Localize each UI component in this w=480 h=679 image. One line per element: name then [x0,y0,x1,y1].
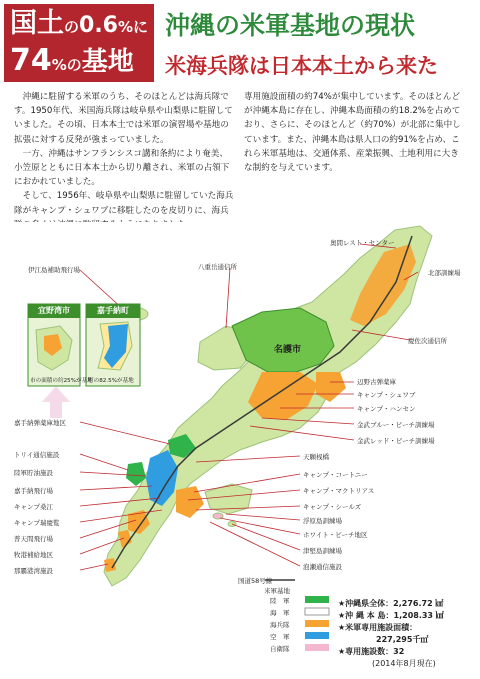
label-torii-station: トリイ通信施設 [14,451,60,459]
label-ukibaru-island: 浮原島訓練場 [303,517,342,525]
label-awase-comm: 泡瀬通信施設 [303,563,342,571]
legend-airforce-swatch [305,632,329,639]
label-camp-shields: キャンプ・シールズ [303,503,362,511]
legend-sdf-swatch [305,644,329,651]
intro-paragraph: そして、1956年、岐阜県や山梨県に駐留していた海兵隊がキャンプ・シュワブに移駐したのを皮切りに、海兵 [14,191,234,216]
label-kin-blue-beach: 金武ブルー・ビーチ訓練場 [357,421,435,429]
badge-text-kokudo: 国土 [10,8,64,39]
inset-kadena-caption: 町の82.5%が基地 [88,378,134,384]
label-kadena-airbase: 嘉手納飛行場 [14,487,53,495]
label-camp-hansen: キャンプ・ハンセン [357,405,416,413]
label-northern-training-area: 北部訓練場 [428,269,461,277]
stat-okinawa-total: ★沖縄県全体：2,276.72 ㎢ [338,599,444,608]
inset-ginowan-title: 宜野湾市 [38,306,70,315]
label-camp-courtney: キャンプ・コートニー [303,471,368,479]
label-white-beach: ホワイト・ビーチ地区 [303,531,368,539]
legend-army-label: 陸 軍 [270,597,290,605]
legend-marines-swatch [305,620,329,627]
inset-ginowan-caption: 市の面積の約25%が基地 [30,378,93,384]
label-tsuken-island: 津堅島訓練場 [303,547,342,555]
stat-facility-area-label: ★米軍専用施設面積： [338,623,418,632]
legend-navy-label: 海 軍 [270,609,290,617]
stat-facility-count: ★専用施設数：32 [338,647,405,656]
legend-sdf-label: 自衛隊 [270,645,290,653]
inset-kadena-title: 嘉手納町 [97,306,129,315]
badge-text-percent-value: 0.6 [79,13,118,38]
badge-text-no: の [64,18,80,36]
label-naha-port: 那覇港湾施設 [14,567,53,575]
legend-marines-label: 海兵隊 [270,621,290,629]
label-gesashi-comm: 慶佐次通信所 [408,337,447,345]
intro-paragraph: 専用施設面積の約74%が集中しています。そのほとんどが沖縄本島に存在し、沖縄本島面積の約18.2%を占めており、さらに、そのほとんど（約70%）が北部に集中しています。また、沖縄本島は県人口の約91%を占め、これら米軍基地は、交通体系、産業振興、土地利用に大きな制約を与えています。 [244,92,461,174]
stat-facility-area-value: 227,295千㎡ [376,635,429,644]
stat-main-island: ★沖 縄 本 島：1,208.33 ㎢ [338,611,444,620]
page-subtitle: 米海兵隊は日本本土から来た [165,54,438,78]
label-tengan-pier: 天願桟橋 [303,453,329,461]
label-kin-red-beach: 金武レッド・ビーチ訓練場 [357,437,435,445]
badge-text-percent-no: %の [51,56,82,74]
label-kadena-ammo: 嘉手納弾薬庫地区 [14,419,66,427]
label-okuma-rest-center: 奥間レスト・センター [330,239,395,247]
label-camp-mctureous: キャンプ・マクトリアス [303,487,375,495]
badge-line-1 [10,10,148,37]
badge-text-kichi: 基地 [81,47,134,77]
badge-line-2 [10,43,134,78]
label-route-58: 国道58号線 [238,577,273,585]
label-army-pol-depot: 陸軍貯油施設 [14,469,53,477]
label-yaedake-comm: 八重岳通信所 [198,263,237,271]
label-makiminato: 牧港補給地区 [14,551,53,559]
badge-text-74: 74 [10,43,52,78]
stat-date: (2014年8月現在) [372,659,436,668]
badge-text-percent-ni: %に [118,18,149,36]
intro-paragraph: 一方、沖縄はサンフランシスコ講和条約により奄美、小笠原とともに日本本土から切り離され、米軍の占領下におかれていました。 [14,148,230,188]
legend-header: 米軍基地 [264,587,290,595]
headline-badge [4,4,154,82]
label-henoko-ammo: 辺野古弾薬庫 [357,378,396,386]
label-nago-city: 名護市 [274,345,302,355]
label-camp-zukeran: キャンプ瑞慶覧 [14,519,60,527]
label-camp-kuwae: キャンプ桑江 [14,503,53,511]
label-ie-jima: 伊江島補助飛行場 [28,266,80,274]
intro-text-right [244,90,466,175]
label-futenma: 普天間飛行場 [14,535,53,543]
legend-navy-swatch [305,608,329,615]
label-camp-schwab: キャンプ・シュワブ [357,391,416,399]
intro-paragraph: 沖縄に駐留する米軍のうち、そのほとんどは海兵隊です。1950年代、米国海兵隊は岐阜県や山梨県に駐留していました。その頃、日本本土では米軍の演習場や基地の拡張に対する反発が強まっていました。 [14,92,233,145]
page-title: 沖縄の米軍基地の現状 [165,11,416,40]
legend-army-swatch [305,596,329,603]
legend-airforce-label: 空 軍 [270,633,290,641]
